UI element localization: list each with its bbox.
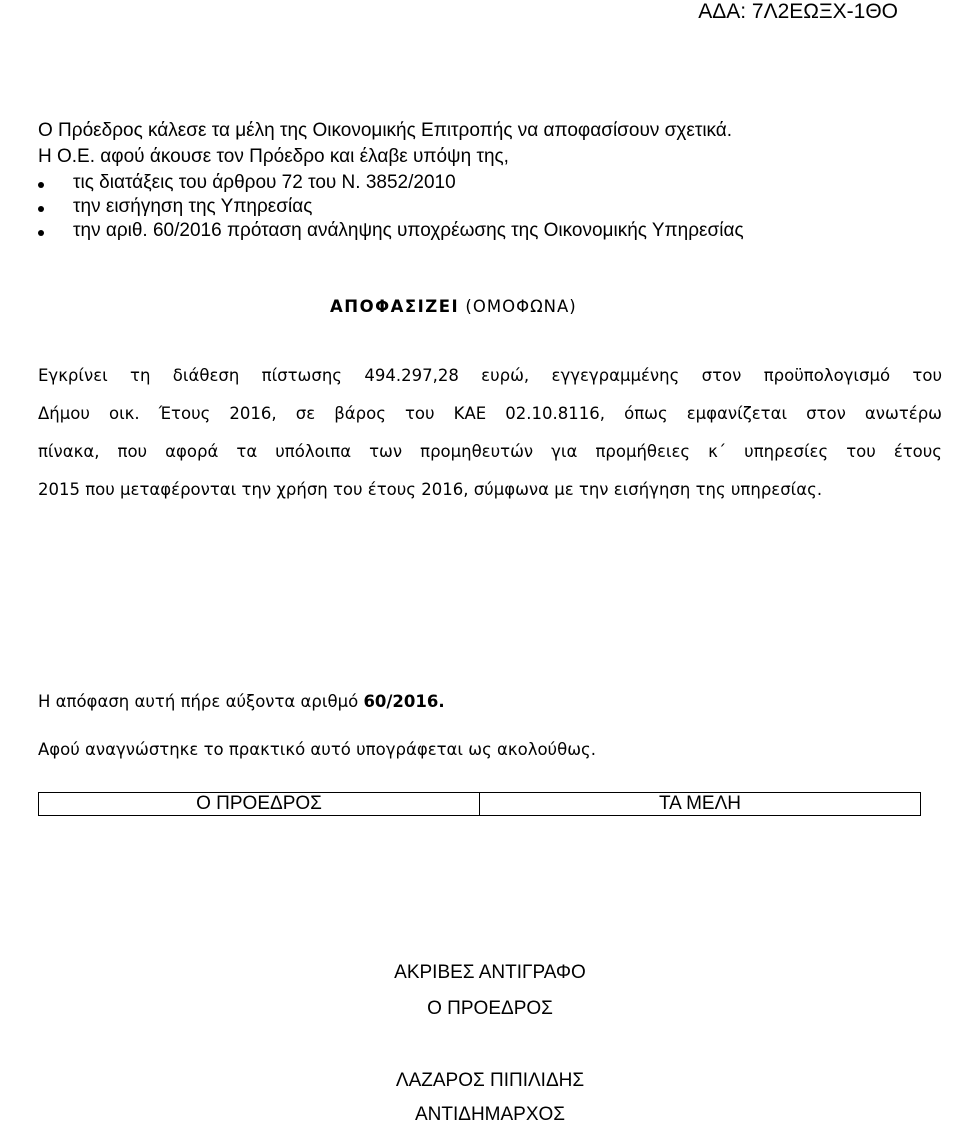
decision-text-line: 2015 που μεταφέρονται την χρήση του έτους 2016, σύμφωνα με την εισήγηση της υπηρεσίας.: [38, 480, 823, 499]
decision-heading-rest: (ΟΜΟΦΩΝΑ): [459, 297, 577, 316]
ada-code: ΑΔΑ: 7Λ2ΕΩΞΧ-1ΘΟ: [698, 0, 898, 23]
read-statement: Αφού αναγνώστηκε το πρακτικό αυτό υπογράφεται ως ακολούθως.: [38, 740, 596, 759]
decision-number-line: [38, 692, 445, 711]
decision-heading: [330, 297, 577, 316]
bullet-text: τις διατάξεις του άρθρου 72 του Ν. 3852/2010: [73, 172, 456, 193]
decision-text-line: Δήμου οικ. Έτους 2016, σε βάρος του ΚΑΕ 02.10.8116, όπως εμφανίζεται στον ανωτέρω: [38, 404, 942, 423]
bullet-icon: [38, 182, 44, 188]
signatory-title: ΑΝΤΙΔΗΜΑΡΧΟΣ: [414, 1104, 566, 1125]
true-copy-label: ΑΚΡΙΒΕΣ ΑΝΤΙΓΡΑΦΟ: [394, 962, 586, 983]
bullet-text: την αριθ. 60/2016 πρόταση ανάληψης υποχρέωσης της Οικονομικής Υπηρεσίας: [73, 220, 744, 241]
true-copy-role: Ο ΠΡΟΕΔΡΟΣ: [427, 998, 553, 1019]
bullet-icon: [38, 206, 44, 212]
intro-line-1: Ο Πρόεδρος κάλεσε τα μέλη της Οικονομικής Επιτροπής να αποφασίσουν σχετικά.: [38, 120, 733, 141]
signature-president: Ο ΠΡΟΕΔΡΟΣ: [196, 793, 322, 814]
signature-members: ΤΑ ΜΕΛΗ: [479, 793, 920, 815]
decision-number-value: 60/2016.: [363, 692, 445, 711]
bullet-icon: [38, 230, 44, 236]
signatory-name: ΛΑΖΑΡΟΣ ΠΙΠΙΛΙΔΗΣ: [395, 1070, 585, 1091]
bullet-text: την εισήγηση της Υπηρεσίας: [73, 196, 313, 217]
decision-heading-bold: ΑΠΟΦΑΣΙΖΕΙ: [330, 297, 460, 316]
decision-text-line: Εγκρίνει τη διάθεση πίστωσης 494.297,28 ευρώ, εγγεγραμμένης στον προϋπολογισμό του: [38, 366, 942, 385]
signature-table: [38, 792, 921, 816]
decision-text-line: πίνακα, που αφορά τα υπόλοιπα των προμηθευτών για προμήθειες κ΄ υπηρεσίες του έτους: [38, 442, 942, 461]
intro-line-2: Η Ο.Ε. αφού άκουσε τον Πρόεδρο και έλαβε υπόψη της,: [38, 146, 509, 167]
decision-number-label: Η απόφαση αυτή πήρε αύξοντα αριθμό: [38, 692, 364, 711]
